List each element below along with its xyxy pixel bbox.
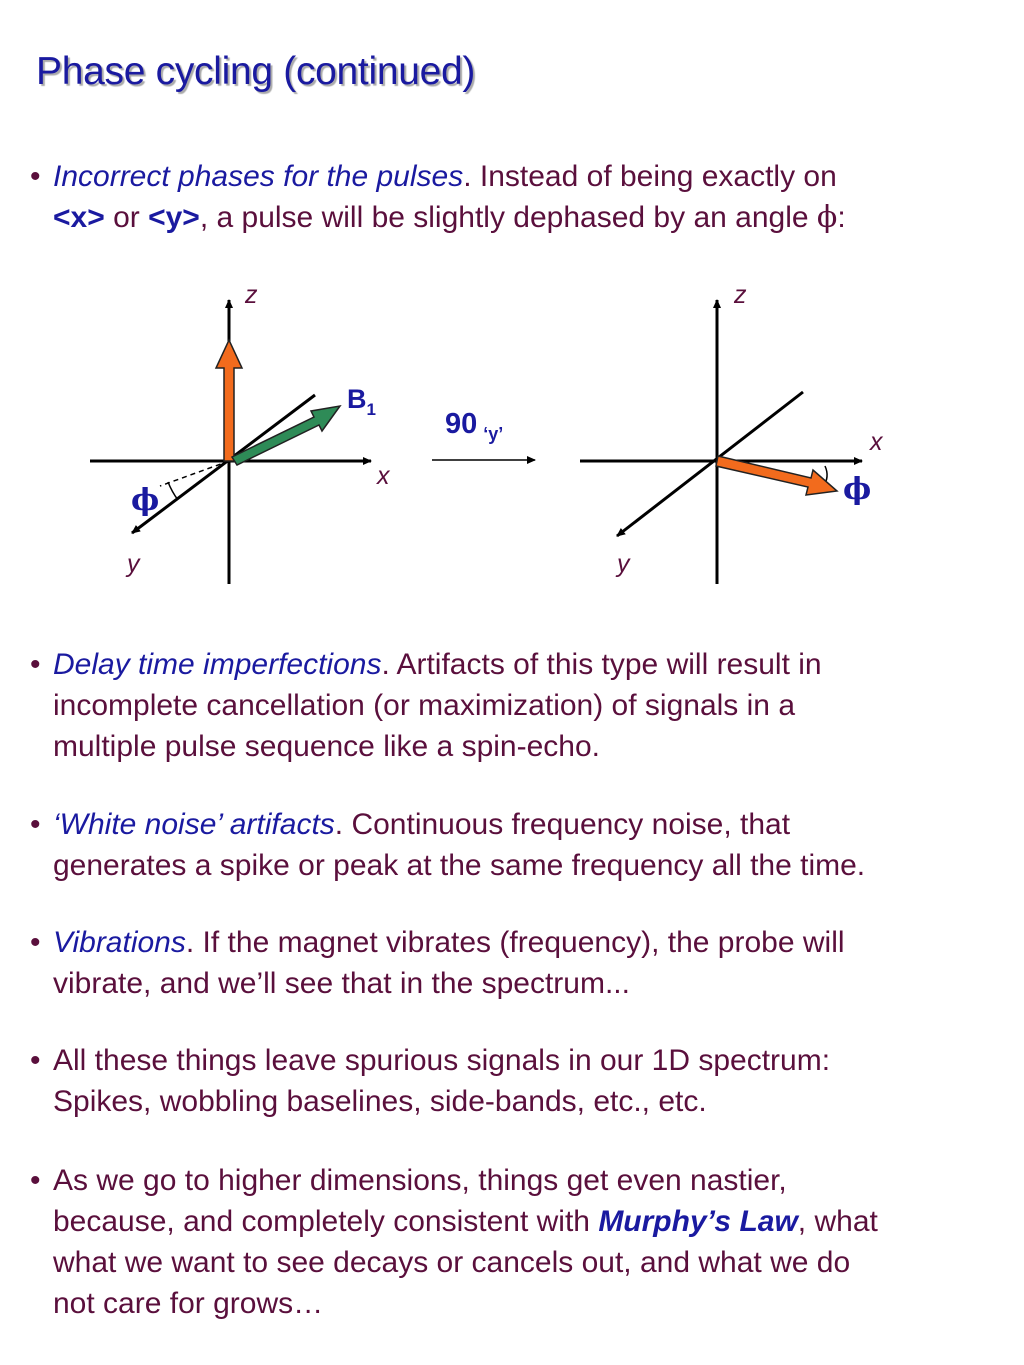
left-y-label: y bbox=[127, 550, 140, 578]
rotating-frame-diagram bbox=[0, 270, 1024, 600]
bullet-text: generates a spike or peak at the same frequency all the time. bbox=[53, 849, 866, 882]
right-z-label: z bbox=[734, 281, 747, 309]
right-y-label: y bbox=[617, 550, 630, 578]
bullet-vibrations bbox=[30, 922, 1010, 1004]
bullet-dot: • bbox=[30, 1044, 41, 1077]
colon: : bbox=[837, 201, 846, 234]
bullet-heading: Vibrations bbox=[53, 926, 186, 959]
right-frame bbox=[580, 281, 884, 584]
or-text: or bbox=[104, 201, 149, 234]
bullet-delay-time bbox=[30, 644, 1010, 767]
bullet-text: . Instead of being exactly on bbox=[463, 160, 837, 193]
bullet-text: Spikes, wobbling baselines, side-bands, etc., etc. bbox=[53, 1085, 707, 1118]
bullet-dot: • bbox=[30, 160, 41, 193]
left-phi-label: ϕ bbox=[131, 483, 160, 518]
bullet-text: As we go to higher dimensions, things get even nastier, bbox=[53, 1164, 787, 1197]
left-phi-arc bbox=[168, 482, 178, 500]
bullet-dot: • bbox=[30, 808, 41, 841]
right-y-axis bbox=[617, 392, 803, 536]
bullet-text: All these things leave spurious signals in our 1D spectrum: bbox=[53, 1044, 831, 1077]
bullet-text: multiple pulse sequence like a spin-echo. bbox=[53, 730, 600, 763]
left-dephased-axis bbox=[160, 461, 229, 486]
bullet-text: , a pulse will be slightly dephased by an angle bbox=[199, 201, 817, 234]
bullet-incorrect-phases bbox=[30, 156, 1010, 238]
murphys-law: Murphy’s Law bbox=[598, 1205, 798, 1238]
left-frame bbox=[90, 281, 391, 584]
code-y: <y> bbox=[148, 201, 200, 234]
bullet-dot: • bbox=[30, 648, 41, 681]
bullet-text: what we want to see decays or cancels out, and what we do bbox=[53, 1246, 851, 1279]
bullet-text: . Continuous frequency noise, that bbox=[334, 808, 791, 841]
bullet-heading: Incorrect phases for the pulses bbox=[53, 160, 464, 193]
bullet-heading: Delay time imperfections bbox=[53, 648, 382, 681]
pulse-label: 90 $_{‘y’}$ bbox=[445, 408, 504, 444]
bullet-text: because, and completely consistent with bbox=[53, 1205, 599, 1238]
bullet-dot: • bbox=[30, 926, 41, 959]
bullet-heading: ‘White noise’ artifacts bbox=[53, 808, 335, 841]
bullet-white-noise bbox=[30, 804, 1010, 886]
bullet-text: incomplete cancellation (or maximization) of signals in a bbox=[53, 689, 796, 722]
left-x-label: x bbox=[377, 462, 390, 490]
bullet-dot: • bbox=[30, 1164, 41, 1197]
right-phi-label: ϕ bbox=[843, 472, 872, 507]
b1-arrow bbox=[232, 406, 340, 465]
bullet-text: . Artifacts of this type will result in bbox=[381, 648, 822, 681]
phi-symbol: ϕ bbox=[816, 200, 838, 235]
bullet-text: not care for grows… bbox=[53, 1287, 324, 1320]
left-z-label: z bbox=[245, 281, 258, 309]
bullet-text: . If the magnet vibrates (frequency), the probe will bbox=[185, 926, 845, 959]
bullet-spurious-signals bbox=[30, 1040, 1010, 1122]
pulse-transition bbox=[432, 408, 535, 460]
bullet-text: vibrate, and we’ll see that in the spectrum... bbox=[53, 967, 630, 1000]
left-magnetization-arrow bbox=[216, 340, 242, 461]
page-title: Phase cycling (continued) bbox=[36, 50, 476, 93]
right-x-label: x bbox=[870, 428, 883, 456]
b1-label: $B_1$ bbox=[347, 384, 376, 419]
code-x: <x> bbox=[53, 201, 105, 234]
bullet-higher-dimensions bbox=[30, 1160, 1010, 1324]
bullet-text: , what bbox=[797, 1205, 878, 1238]
